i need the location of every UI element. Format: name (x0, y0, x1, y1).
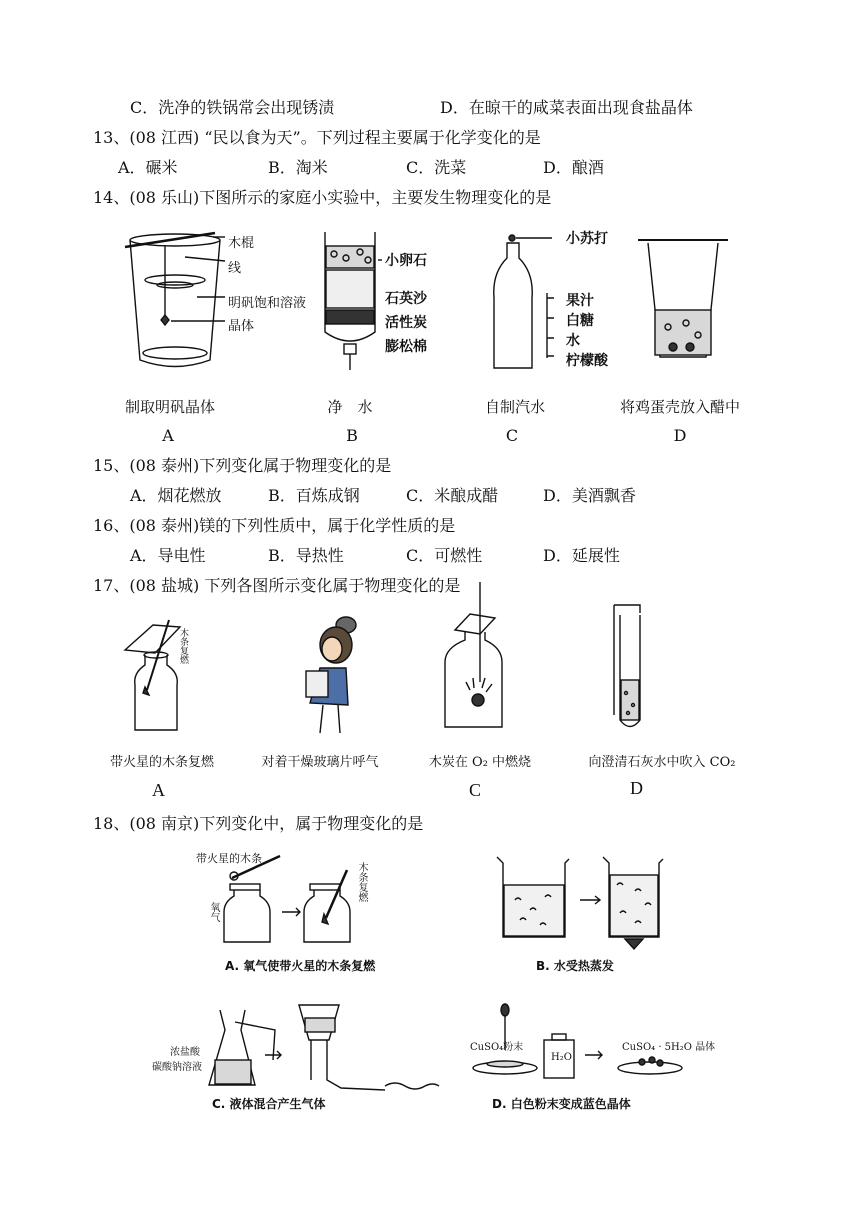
q17-letter-a: A (152, 780, 165, 800)
q18-caption-d: D. 白色粉末变成蓝色晶体 (492, 1097, 631, 1111)
q13-stem: 13、(08 江西) “民以食为天”。下列过程主要属于化学变化的是 (93, 128, 541, 147)
q15-option-b: B．百炼成钢 (268, 486, 360, 505)
q17-caption-b: 对着干燥玻璃片呼气 (261, 755, 379, 770)
q14-caption-b: 净 水 (327, 398, 373, 416)
q14-figure-d (638, 235, 728, 360)
q14-fig-a-label-solution: 明矾饱和溶液 (228, 296, 307, 311)
q15-option-a: A．烟花燃放 (130, 486, 222, 505)
q14-letter-a: A (162, 426, 174, 445)
q18-stem: 18、(08 南京)下列变化中，属于物理变化的是 (93, 814, 424, 833)
q18-figure-a (222, 850, 362, 945)
q14-stem: 14、(08 乐山)下图所示的家庭小实验中，主要发生物理变化的是 (93, 188, 552, 207)
q16-stem: 16、(08 泰州)镁的下列性质中，属于化学性质的是 (93, 516, 456, 535)
q15-option-d: D．美酒飘香 (543, 486, 636, 505)
q18-fig-d-label-cuso4: CuSO₄粉末 (470, 1042, 524, 1053)
q14-fig-b-label-carbon: 活性炭 (385, 315, 427, 331)
q14-fig-a-label-thread: 线 (228, 261, 242, 276)
q18-fig-d-label-water: H₂O (551, 1052, 572, 1063)
q14-fig-c-label-baking-soda: 小苏打 (566, 231, 608, 247)
q15-option-c: C．米酿成醋 (406, 486, 499, 505)
q14-fig-c-label-citric-acid: 柠檬酸 (566, 353, 608, 369)
q14-fig-c-label-juice: 果汁 (566, 293, 594, 309)
q14-fig-b-label-pebble: 小卵石 (385, 253, 427, 269)
q14-fig-b-label-sand: 石英沙 (385, 291, 427, 307)
q18-fig-a-label-splint: 带火星的木条 (196, 852, 262, 865)
q17-letter-c: C (469, 780, 482, 800)
q17-figure-b (298, 613, 363, 738)
q17-caption-d: 向澄清石灰水中吹入 CO₂ (588, 755, 736, 770)
q14-letter-b: B (346, 426, 358, 445)
q14-caption-c: 自制汽水 (484, 398, 545, 416)
q14-letter-d: D (673, 426, 687, 445)
q18-caption-b: B. 水受热蒸发 (536, 959, 614, 973)
q14-fig-c-label-sugar: 白糖 (566, 313, 594, 329)
q17-fig-a-label: 木条复燃 (178, 628, 188, 664)
q15-stem: 15、(08 泰州)下列变化属于物理变化的是 (93, 456, 392, 475)
q17-caption-a: 带火星的木条复燃 (109, 755, 214, 770)
q18-fig-c-label-hcl: 浓盐酸 (170, 1047, 200, 1058)
q18-figure-c (205, 1000, 445, 1095)
q14-fig-b-label-cotton: 膨松棉 (385, 339, 427, 355)
q17-stem: 17、(08 盐城) 下列各图所示变化属于物理变化的是 (93, 576, 461, 595)
q17-figure-a (125, 615, 185, 735)
q17-figure-d (608, 605, 658, 735)
q18-fig-a-label-relit: 木条复燃 (356, 862, 367, 902)
q16-option-b: B．导热性 (268, 546, 344, 565)
q18-caption-c: C. 液体混合产生气体 (212, 1097, 326, 1111)
q13-option-c: C．洗菜 (406, 158, 467, 177)
q17-figure-c (440, 582, 510, 732)
q14-caption-a: 制取明矾晶体 (124, 398, 215, 416)
q14-figure-b (320, 232, 380, 372)
q17-letter-d: D (630, 778, 643, 798)
q16-option-d: D．延展性 (543, 546, 620, 565)
q14-letter-c: C (505, 426, 519, 445)
q16-option-a: A．导电性 (130, 546, 206, 565)
q18-fig-a-label-oxygen: 氧气 (208, 902, 219, 922)
q13-option-b: B．淘米 (268, 158, 328, 177)
q16-option-c: C．可燃性 (406, 546, 483, 565)
q14-fig-a-label-stick: 木棍 (228, 236, 255, 251)
option-d-prev: D．在晾干的咸菜表面出现食盐晶体 (440, 98, 693, 117)
q13-option-a: A．碾米 (118, 158, 178, 177)
q14-caption-d: 将鸡蛋壳放入醋中 (619, 398, 740, 416)
q14-figure-c (492, 228, 552, 378)
q17-caption-c: 木炭在 O₂ 中燃烧 (428, 755, 532, 770)
q14-fig-a-label-crystal: 晶体 (228, 319, 255, 334)
option-c-prev: C．洗净的铁锅常会出现锈渍 (130, 98, 335, 117)
q18-figure-b (495, 855, 665, 950)
q14-fig-c-label-water: 水 (566, 333, 580, 349)
q18-fig-d-label-crystal: CuSO₄ · 5H₂O 晶体 (622, 1042, 716, 1053)
q18-fig-c-label-na2co3: 碳酸钠溶液 (152, 1062, 202, 1073)
q18-figure-d (470, 1000, 700, 1085)
q14-figure-a (125, 225, 225, 375)
q18-caption-a: A. 氧气使带火星的木条复燃 (225, 959, 376, 973)
q13-option-d: D．酿酒 (543, 158, 604, 177)
